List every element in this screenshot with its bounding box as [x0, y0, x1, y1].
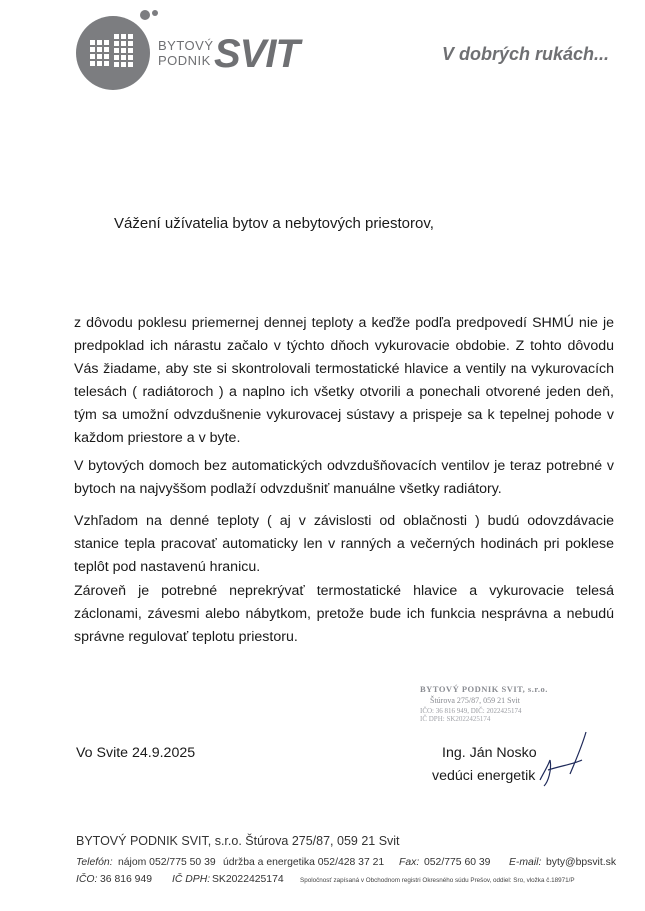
motto: V dobrých rukách... — [441, 44, 609, 64]
logo-dot — [140, 10, 150, 20]
signer-role: vedúci energetik — [432, 768, 536, 784]
footer-phone-rent: nájom 052/775 50 39 — [118, 857, 216, 868]
salutation: Vážení užívatelia bytov a nebytových priestorov, — [114, 215, 434, 232]
logo-circle — [76, 16, 150, 90]
handwritten-signature — [530, 730, 600, 790]
footer-icdph-label: IČ DPH: — [172, 874, 211, 885]
stamp-ids: IČO: 36 816 949, DIČ: 2022425174 — [420, 707, 522, 715]
footer-registration: Spoločnosť zapísaná v Obchodnom registri Okresného súdu Prešov, oddiel: Sro, vložka č.18971/P — [300, 877, 575, 884]
footer-fax-label: Fax: — [399, 857, 420, 868]
paragraph-1: z dôvodu poklesu priemernej dennej teploty a keďže podľa predpovedí SHMÚ nie je predpoklad ich nárastu začalo v týchto dňoch vykurovacie obdobie. Z tohto dôvodu Vás žiadame, aby ste si skontrolovali termostatické hlavice a ventily na vykurovacích telesách ( radiátoroch ) a naplno ich všetky otvorili a ponechali otvorené jeden deň, tým sa umožní odvzdušnenie vykurovacej sústavy a prispeje sa k tepelnej pohode v každom priestore a v byte. — [74, 315, 614, 446]
logo-brand: SVIT — [214, 32, 299, 76]
logo-word-podnik: PODNIK — [158, 53, 211, 68]
footer-ico-label: IČO: — [76, 874, 98, 885]
stamp-vat: IČ DPH: SK2022425174 — [420, 715, 491, 723]
logo-word-bytovy: BYTOVÝ — [158, 38, 214, 53]
footer-phone-label: Telefón: — [76, 857, 113, 868]
signer-name: Ing. Ján Nosko — [442, 745, 537, 761]
footer-phone-maintenance: údržba a energetika 052/428 37 21 — [223, 857, 385, 868]
footer-address: BYTOVÝ PODNIK SVIT, s.r.o. Štúrova 275/87, 059 21 Svit — [76, 834, 400, 848]
paragraph-3: Vzhľadom na denné teploty ( aj v závislosti od oblačnosti ) budú odovzdávacie stanice tepla pracovať automaticky len v ranných a večerných hodinách pri poklese teplôt pod nastavenú hranicu. — [74, 513, 614, 575]
company-logo — [76, 8, 326, 88]
building-icon — [88, 30, 138, 76]
logo-dot — [152, 10, 158, 16]
paragraph-4: Zároveň je potrebné neprekrývať termostatické hlavice a vykurovacie telesá záclonami, závesmi alebo nábytkom, pretože bude ich funkcia nesprávna a nebudú správne regulovať teplotu priestoru. — [74, 583, 614, 645]
date-line: Vo Svite 24.9.2025 — [76, 745, 196, 761]
stamp-address: Štúrova 275/87, 059 21 Svit — [430, 696, 521, 705]
paragraph-2: V bytových domoch bez automatických odvzdušňovacích ventilov je teraz potrebné v bytoch na najvyššom podlaží odvzdušniť manuálne všetky radiátory. — [74, 458, 614, 497]
footer-icdph: SK2022425174 — [212, 874, 284, 885]
stamp-company: BYTOVÝ PODNIK SVIT, s.r.o. — [420, 684, 548, 694]
footer-fax: 052/775 60 39 — [424, 857, 491, 868]
footer-email[interactable]: byty@bpsvit.sk — [546, 857, 617, 868]
footer-ico: 36 816 949 — [100, 874, 153, 885]
footer-email-label: E-mail: — [509, 857, 542, 868]
